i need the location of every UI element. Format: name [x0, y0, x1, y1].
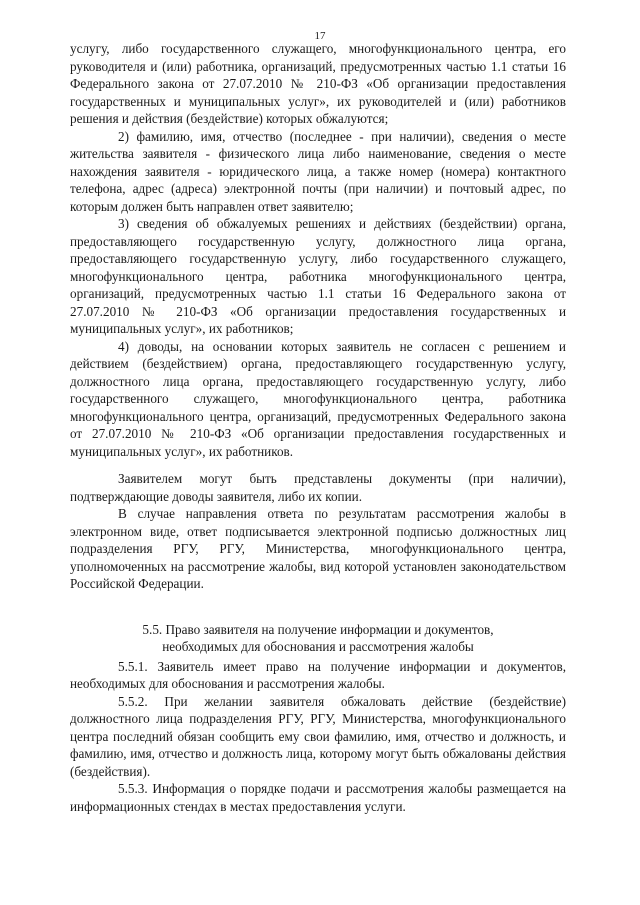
paragraph-electronic-reply: В случае направления ответа по результатам рассмотрения жалобы в электронном виде, ответ подписывается электронной подписью должностных лиц подразделения РГУ, РГУ, Министерства, многофункционального центра, уполномоченных на рассмотрение жалобы, вид которой установлен законодательством Российской Федерации. [70, 506, 566, 591]
section-heading-line-1: 5.5. Право заявителя на получение информации и документов, [142, 621, 494, 637]
document-body [70, 40, 566, 815]
section-heading-line-2: необходимых для обоснования и рассмотрения жалобы [162, 639, 474, 654]
page-number: 17 [314, 30, 326, 42]
paragraph-item-3: 3) сведения об обжалуемых решениях и действиях (бездействии) органа, предоставляющего государственную услугу, должностного лица органа, предоставляющего государственную услугу, либо государственного служащего, многофункционального центра, работника многофункционального центра, организаций, предусмотренных частью 1.1 статьи 16 Федерального закона от 27.07.2010 № 210-ФЗ «Об организации предоставления государственных и муниципальных услуг», их работников; [70, 216, 566, 336]
paragraph-5-5-3: 5.5.3. Информация о порядке подачи и рассмотрения жалобы размещается на информационных стендах в местах предоставления услуги. [70, 781, 566, 814]
paragraph-continuation: услугу, либо государственного служащего, многофункционального центра, его руководителя и (или) работника, организаций, предусмотренных частью 1.1 статьи 16 Федерального закона от 27.07.2010 № 210-ФЗ «Об организации предоставления государственных и муниципальных услуг», их руководителей и (или) работников решения и действия (бездействие) которых обжалуются; [70, 41, 566, 126]
paragraph-5-5-2: 5.5.2. При желании заявителя обжаловать действие (бездействие) должностного лица подразделения РГУ, РГУ, Министерства, многофункционального центра последний обязан сообщить ему свои фамилию, имя, отчество и должность, и фамилию, имя, отчество и должность лица, которому могут быть обжалованы действия (бездействия). [70, 693, 566, 779]
paragraph-item-2: 2) фамилию, имя, отчество (последнее - при наличии), сведения о месте жительства заявителя - физического лица либо наименование, сведения о месте нахождения заявителя - юридического лица, а также номер (номера) контактного телефона, адрес (адреса) электронной почты (при наличии) и почтовый адрес, по которым должен быть направлен ответ заявителю; [70, 128, 566, 214]
section-heading [70, 621, 566, 656]
paragraph-5-5-1: 5.5.1. Заявитель имеет право на получение информации и документов, необходимых для обоснования и рассмотрения жалобы. [70, 658, 566, 691]
paragraph-documents: Заявителем могут быть представлены документы (при наличии), подтверждающие доводы заявителя, либо их копии. [70, 471, 566, 504]
paragraph-item-4: 4) доводы, на основании которых заявитель не согласен с решением и действием (бездействием) органа, предоставляющего государственную услугу, должностного лица органа, предоставляющего государственную услугу, либо государственного служащего, многофункционального центра, работника многофункционального центра, организаций, предусмотренных Федерального закона от 27.07.2010 № 210-ФЗ «Об организации предоставления государственных и муниципальных услуг», их работников. [70, 338, 566, 459]
